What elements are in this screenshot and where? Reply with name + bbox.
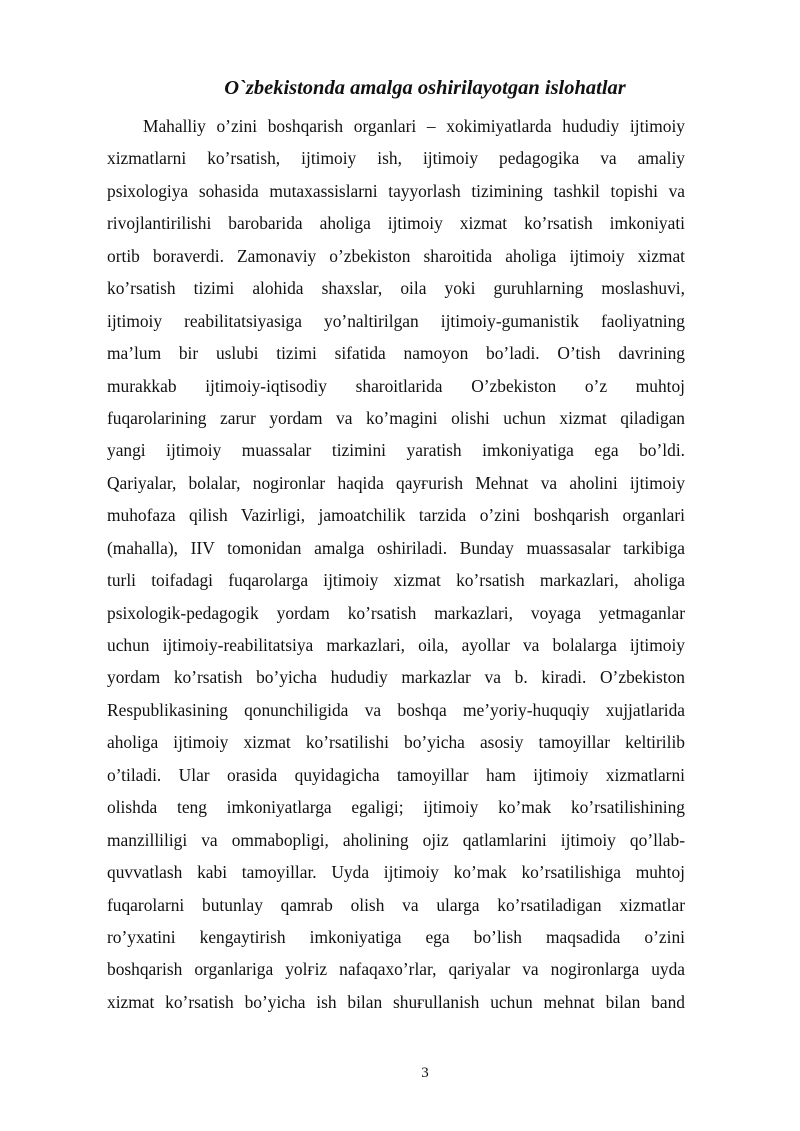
page-number: 3 <box>421 1065 429 1081</box>
text-line: turli toifadagi fuqarolarga ijtimoiy xizmat ko’rsatish markazlari, aholiga <box>107 570 685 591</box>
text-line: quvvatlash kabi tamoyillar. Uyda ijtimoiy ko’mak ko’rsatilishiga muhtoj <box>107 862 685 883</box>
text-line: psixologiya sohasida mutaxassislarni tayyorlash tizimining tashkil topishi va <box>107 180 685 201</box>
text-line: olishda teng imkoniyatlarga egaligi; ijtimoiy ko’mak ko’rsatilishining <box>107 797 685 818</box>
text-line: ma’lum bir uslubi tizimi sifatida namoyon bo’ladi. O’tish davrining <box>107 343 685 364</box>
text-line: ro’yxatini kengaytirish imkoniyatiga ega bo’lish maqsadida o’zini <box>107 926 685 947</box>
text-line: fuqarolarni butunlay qamrab olish va ularga ko’rsatiladigan xizmatlar <box>107 894 685 915</box>
text-line: psixologik-pedagogik yordam ko’rsatish markazlari, voyaga yetmaganlar <box>107 602 685 623</box>
text-line: murakkab ijtimoiy-iqtisodiy sharoitlarida O’zbekiston o’z muhtoj <box>107 375 685 396</box>
text-line: ko’rsatish tizimi alohida shaxslar, oila yoki guruhlarning moslashuvi, <box>107 278 685 299</box>
text-line: rivojlantirilishi barobarida aholiga ijtimoiy xizmat ko’rsatish imkoniyati <box>107 213 685 234</box>
text-line: o’tiladi. Ular orasida quyidagicha tamoyillar ham ijtimoiy xizmatlarni <box>107 764 685 785</box>
text-line: fuqarolarining zarur yordam va ko’magini olishi uchun xizmat qiladigan <box>107 407 685 428</box>
text-line: aholiga ijtimoiy xizmat ko’rsatilishi bo’yicha asosiy tamoyillar keltirilib <box>107 732 685 753</box>
text-line: uchun ijtimoiy-reabilitatsiya markazlari, oila, ayollar va bolalarga ijtimoiy <box>107 635 685 655</box>
page-title: O`zbekistonda amalga oshirilayotgan islohatlar <box>224 77 626 99</box>
text-line: xizmatlarni ko’rsatish, ijtimoiy ish, ijtimoiy pedagogika va amaliy <box>107 148 685 169</box>
text-line: boshqarish organlariga yolғiz nafaqaxo’rlar, qariyalar va nogironlarga uyda <box>107 959 685 980</box>
text-line: muhofaza qilish Vazirligi, jamoatchilik tarzida o’zini boshqarish organlari <box>107 505 685 526</box>
text-line: Qariyalar, bolalar, nogironlar haqida qayғurish Mehnat va aholini ijtimoiy <box>107 472 685 493</box>
text-line: Mahalliy o’zini boshqarish organlari – xokimiyatlarda hududiy ijtimoiy <box>143 116 685 136</box>
text-line: manzilliligi va ommabopligi, aholining ojiz qatlamlarini ijtimoiy qo’llab- <box>107 829 685 850</box>
text-line: xizmat ko’rsatish bo’yicha ish bilan shuғullanish uchun mehnat bilan band <box>107 991 685 1012</box>
text-line: yordam ko’rsatish bo’yicha hududiy markazlar va b. kiradi. O’zbekiston <box>107 667 685 688</box>
text-line: yangi ijtimoiy muassalar tizimini yaratish imkoniyatiga ega bo’ldi. <box>107 440 685 461</box>
text-line: ortib boraverdi. Zamonaviy o’zbekiston sharoitida aholiga ijtimoiy xizmat <box>107 245 685 266</box>
text-line: ijtimoiy reabilitatsiyasiga yo’naltirilgan ijtimoiy-gumanistik faoliyatning <box>107 310 685 331</box>
text-line: (mahalla), IIV tomonidan amalga oshiriladi. Bunday muassasalar tarkibiga <box>107 537 685 558</box>
text-line: Respublikasining qonunchiligida va boshqa me’yoriy-huquqiy xujjatlarida <box>107 699 685 720</box>
body-paragraph <box>107 110 685 1018</box>
